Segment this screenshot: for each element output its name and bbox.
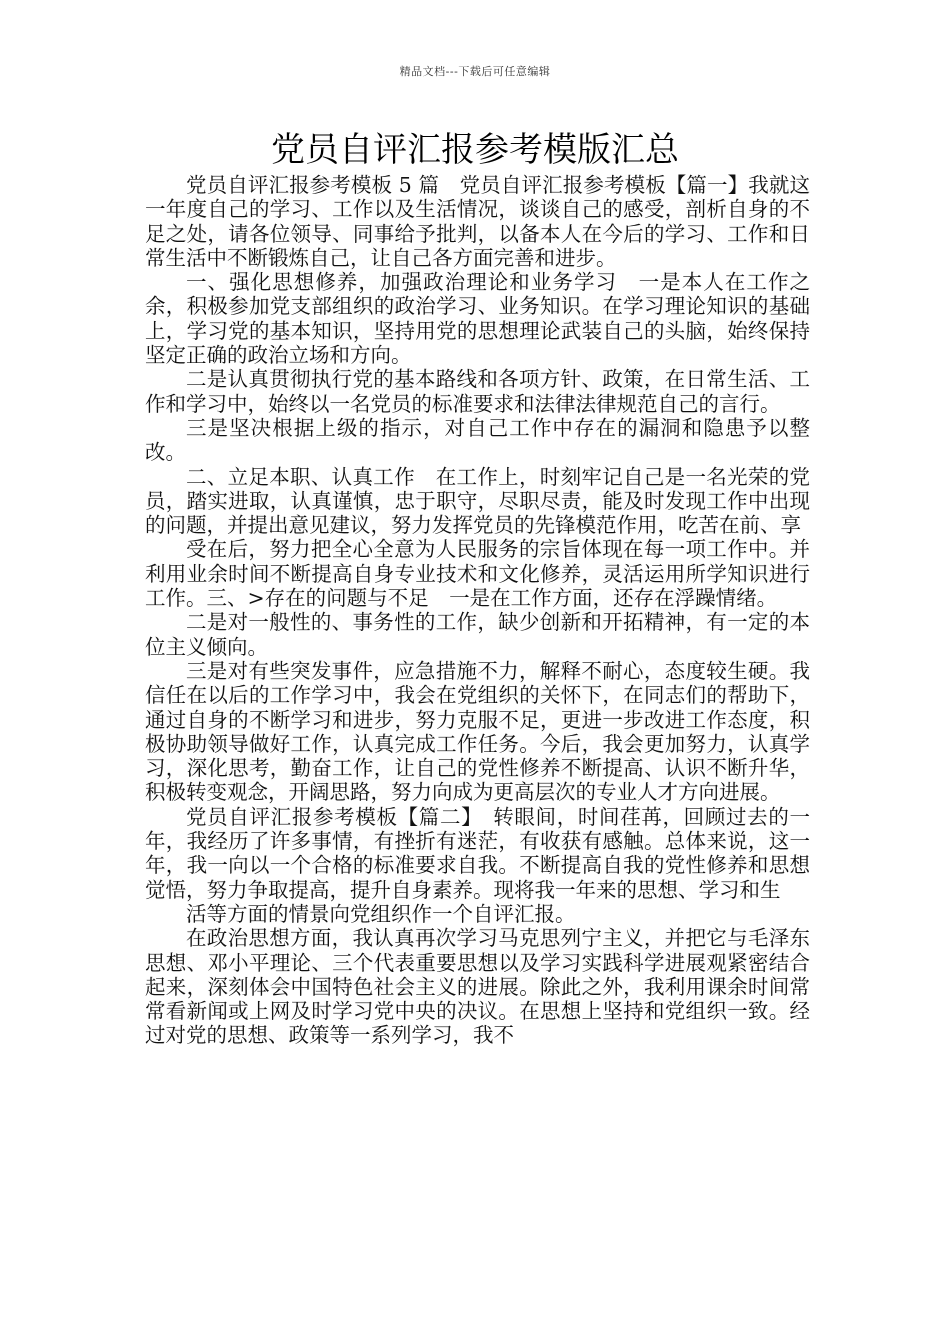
paragraph: 二、立足本职、认真工作 在工作上，时刻牢记自己是一名光荣的党员，踏实进取，认真谨慎，忠于职守，尽职尽责，能及时发现工作中出现的问题，并提出意见建议，努力发挥党员的先锋模范作用，吃苦在前、享 — [145, 464, 810, 538]
paragraph: 三是对有些突发事件，应急措施不力，解释不耐心，态度较生硬。我信任在以后的工作学习中，我会在党组织的关怀下，在同志们的帮助下，通过自身的不断学习和进步，努力克服不足，更进一步改进工作态度，积极协助领导做好工作，认真完成工作任务。今后，我会更加努力，认真学习，深化思考，勤奋工作，让自己的党性修养不断提高、认识不断升华，积极转变观念，开阔思路，努力向成为更高层次的专业人才方向进展。 — [145, 658, 810, 805]
paragraph: 党员自评汇报参考模板【篇二】 转眼间，时间荏苒，回顾过去的一年，我经历了许多事情，有挫折有迷茫，有收获有感触。总体来说，这一年，我一向以一个合格的标准要求自我。不断提高自我的党性修养和思想觉悟，努力争取提高，提升自身素养。现将我一年来的思想、学习和生 — [145, 804, 810, 902]
paragraph: 二是对一般性的、事务性的工作，缺少创新和开拓精神，有一定的本位主义倾向。 — [145, 610, 810, 659]
paragraph: 党员自评汇报参考模板 5 篇 党员自评汇报参考模板【篇一】我就这一年度自己的学习、工作以及生活情况，谈谈自己的感受，剖析自身的不足之处，请各位领导、同事给予批判，以备本人在今后的学习、工作和日常生活中不断锻炼自己，让自己各方面完善和进步。 — [145, 173, 810, 270]
header-note: 精品文档---下载后可任意编辑 — [399, 65, 551, 78]
paragraph: 活等方面的情景向党组织作一个自评汇报。 — [186, 901, 576, 926]
paragraph: 三是坚决根据上级的指示，对自己工作中存在的漏洞和隐患予以整改。 — [145, 415, 810, 465]
document-body — [145, 173, 810, 1048]
paragraph: 在政治思想方面，我认真再次学习马克思列宁主义，并把它与毛泽东思想、邓小平理论、三个代表重要思想以及学习实践科学进展观紧密结合起来，深刻体会中国特色社会主义的进展。除此之外，我利用课余时间常常看新闻或上网及时学习党中央的决议。在思想上坚持和党组织一致。经过对党的思想、政策等一系列学习，我不 — [145, 926, 810, 1048]
paragraph: 受在后，努力把全心全意为人民服务的宗旨体现在每一项工作中。并利用业余时间不断提高自身专业技术和文化修养，灵活运用所学知识进行工作。三、>存在的问题与不足 一是在工作方面，还存在浮躁情绪。 — [145, 537, 810, 611]
paragraph: 二是认真贯彻执行党的基本路线和各项方针、政策，在日常生活、工作和学习中，始终以一名党员的标准要求和法律法律规范自己的言行。 — [145, 367, 810, 416]
document-title: 党员自评汇报参考模版汇总 — [271, 130, 679, 170]
paragraph: 一、强化思想修养，加强政治理论和业务学习 一是本人在工作之余，积极参加党支部组织的政治学习、业务知识。在学习理论知识的基础上，学习党的基本知识，坚持用党的思想理论武装自己的头脑，始终保持坚定正确的政治立场和方向。 — [145, 270, 810, 368]
